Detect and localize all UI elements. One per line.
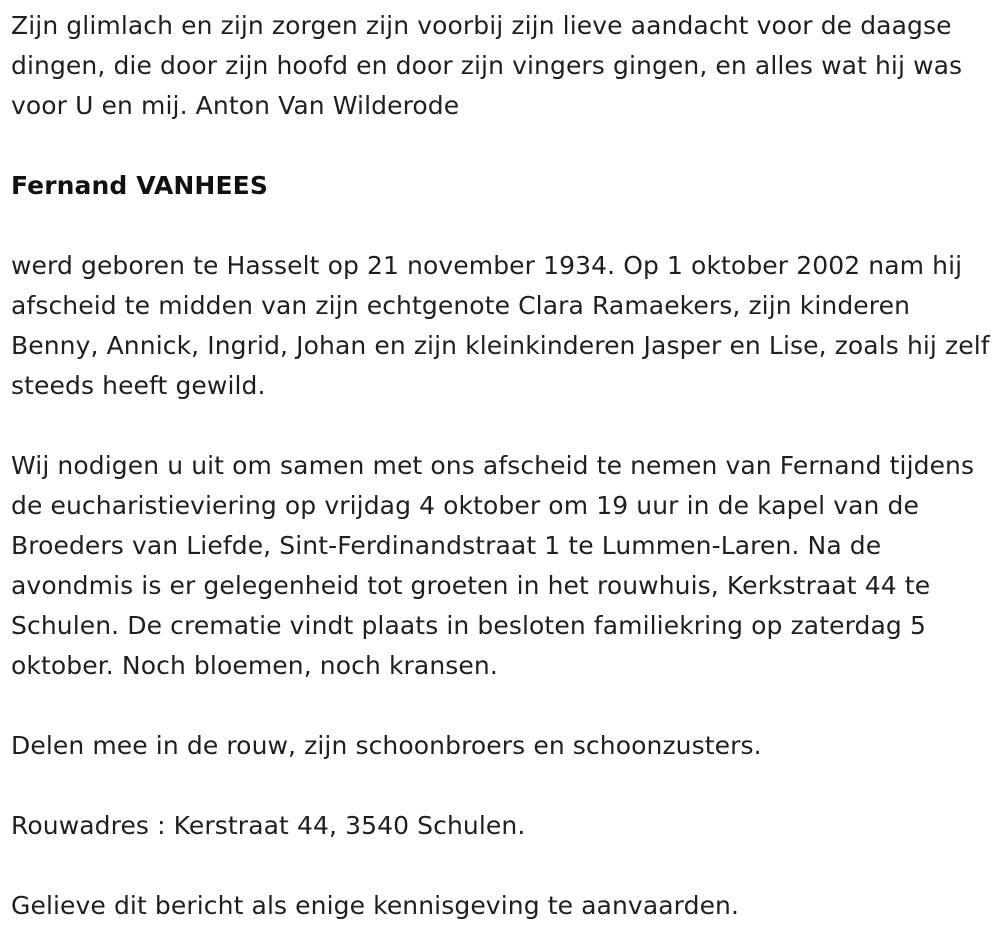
invitation-paragraph: Wij nodigen u uit om samen met ons afscheid te nemen van Fernand tijdens de eucharistieviering op vrijdag 4 oktober om 19 uur in de kapel van de Broeders van Liefde, Sint-Ferdinandstraat 1 te Lummen-Laren. Na de avondmis is er gelegenheid tot groeten in het rouwhuis, Kerkstraat 44 te Schulen. De crematie vindt plaats in besloten familiekring op zaterdag 5 oktober. Noch bloemen, noch kransen. [11, 451, 975, 680]
closing-paragraph: Gelieve dit bericht als enige kennisgeving te aanvaarden. [11, 891, 740, 920]
address-paragraph: Rouwadres : Kerstraat 44, 3540 Schulen. [11, 811, 526, 840]
deceased-name: Fernand VANHEES [11, 171, 268, 200]
birth-paragraph: werd geboren te Hasselt op 21 november 1934. Op 1 oktober 2002 nam hij afscheid te midden van zijn echtgenote Clara Ramaekers, zijn kinderen Benny, Annick, Ingrid, Johan en zijn kleinkinderen Jasper en Lise, zoals hij zelf steeds heeft gewild. [11, 251, 990, 400]
obituary-document [11, 6, 991, 926]
mourning-paragraph: Delen mee in de rouw, zijn schoonbroers en schoonzusters. [11, 731, 762, 760]
memorial-quote: Zijn glimlach en zijn zorgen zijn voorbij zijn lieve aandacht voor de daagse dingen, die door zijn hoofd en door zijn vingers gingen, en alles wat hij was voor U en mij. Anton Van Wilderode [11, 11, 963, 120]
